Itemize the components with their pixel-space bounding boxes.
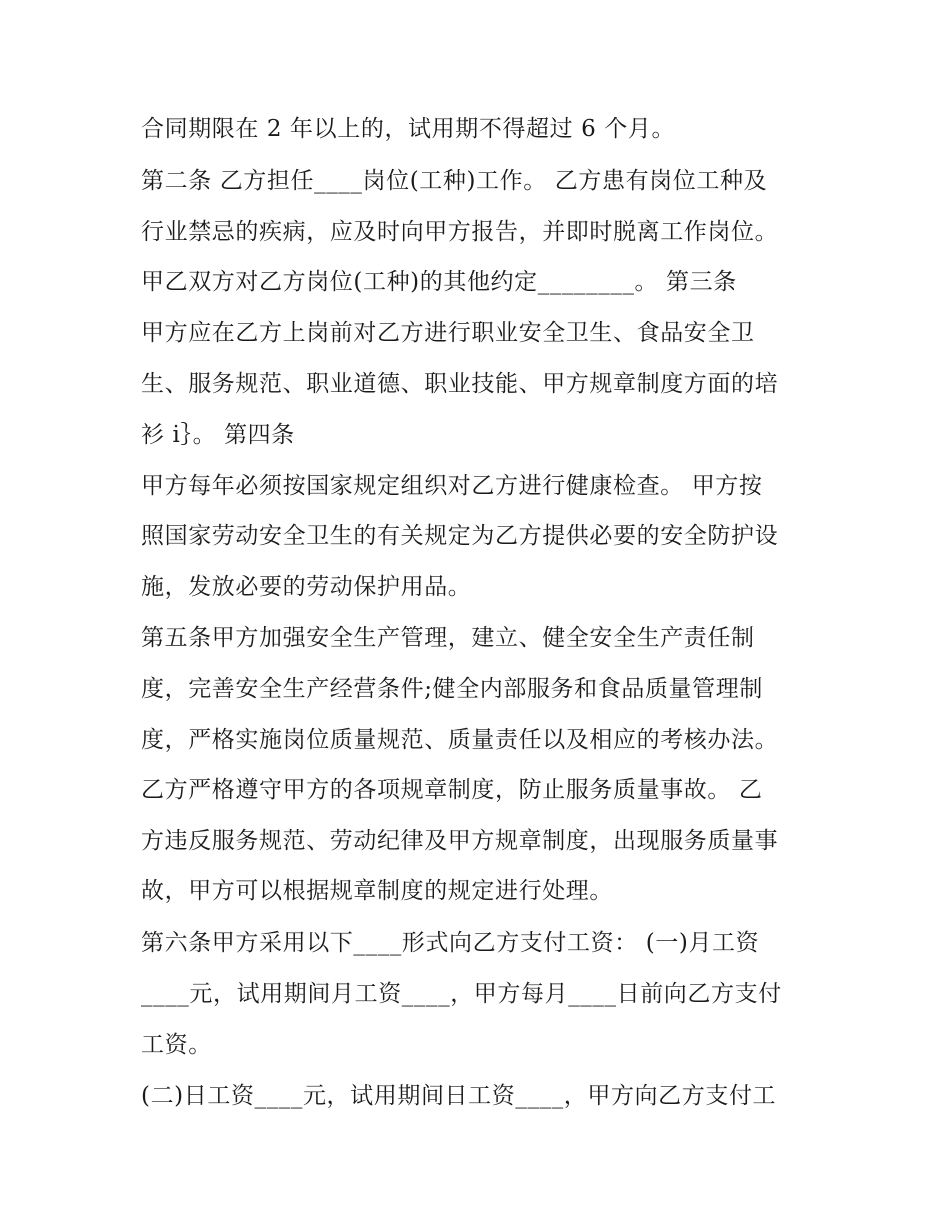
text-line: (二)日工资____元，试用期间日工资____，甲方向乙方支付工	[141, 1083, 777, 1109]
text-line: 工资。	[141, 1032, 212, 1058]
text-line: 衫 i｝。 第四条	[141, 422, 295, 448]
text-line: 甲方应在乙方上岗前对乙方进行职业安全卫生、食品安全卫	[141, 320, 755, 346]
text-line: 生、服务规范、职业道德、职业技能、甲方规章制度方面的培	[141, 371, 779, 397]
text-line: 第六条甲方采用以下____形式向乙方支付工资： (一)月工资	[141, 930, 760, 956]
text-line: 行业禁忌的疾病，应及时向甲方报告，并即时脱离工作岗位。	[141, 219, 779, 245]
text-line: 度，严格实施岗位质量规范、质量责任以及相应的考核办法。	[141, 727, 779, 753]
text-line: 度，完善安全生产经营条件;健全内部服务和食品质量管理制	[141, 676, 763, 702]
text-line: 第二条 乙方担任____岗位(工种)工作。 乙方患有岗位工种及	[141, 168, 768, 194]
text-line: 方违反服务规范、劳动纪律及甲方规章制度，出现服务质量事	[141, 828, 779, 854]
text-line: 乙方严格遵守甲方的各项规章制度，防止服务质量事故。 乙	[141, 777, 763, 803]
text-line: 故，甲方可以根据规章制度的规定进行处理。	[141, 878, 613, 904]
text-line: ____元，试用期间月工资____，甲方每月____日前向乙方支付	[141, 981, 782, 1007]
text-line: 第五条甲方加强安全生产管理，建立、健全安全生产责任制	[141, 625, 755, 651]
text-line: 施，发放必要的劳动保护用品。	[141, 574, 472, 600]
text-line: 甲乙双方对乙方岗位(工种)的其他约定________。 第三条	[141, 269, 737, 295]
text-line: 照国家劳动安全卫生的有关规定为乙方提供必要的安全防护设	[141, 523, 779, 549]
text-line: 合同期限在 2 年以上的，试用期不得超过 6 个月。	[141, 116, 676, 142]
text-line: 甲方每年必须按国家规定组织对乙方进行健康检查。 甲方按	[141, 473, 763, 499]
